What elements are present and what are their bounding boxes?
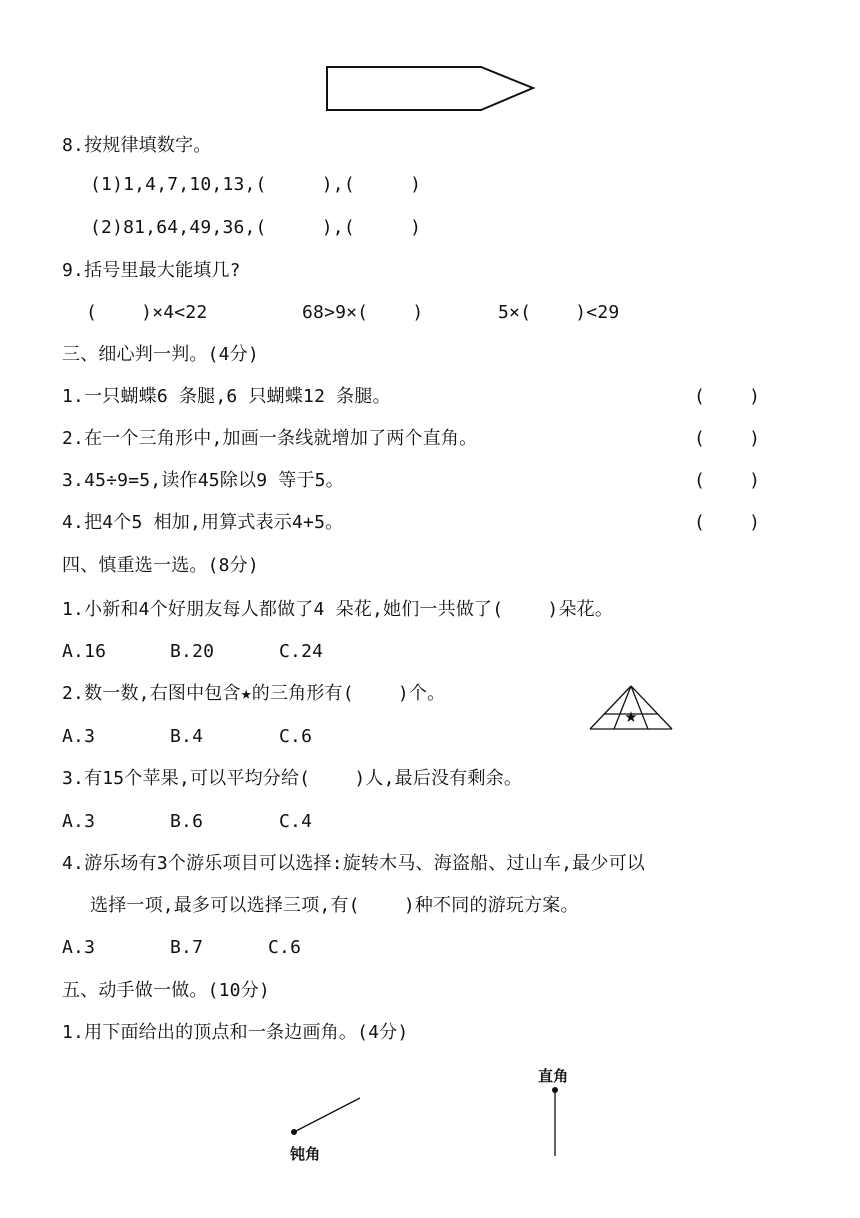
obtuse-angle-label: 钝角 (290, 1145, 321, 1163)
choice-q3-option-c: C.4 (279, 811, 313, 832)
q8-sub1: (1)1,4,7,10,13,( ),( ) (90, 174, 422, 195)
q8-title: 8.按规律填数字。 (62, 135, 212, 156)
choice-q4-line1: 4.游乐场有3个游乐项目可以选择:旋转木马、海盗船、过山车,最少可以 (62, 853, 645, 874)
judge-bracket-3: ( ) (694, 470, 761, 491)
choice-q3: 3.有15个苹果,可以平均分给( )人,最后没有剩余。 (62, 768, 523, 789)
choice-q1-option-c: C.24 (279, 641, 324, 662)
judge-bracket-1: ( ) (694, 386, 761, 407)
choice-q4-option-b: B.7 (170, 937, 204, 958)
draw-angle-question: 1.用下面给出的顶点和一条边画角。(4分) (62, 1022, 409, 1043)
judge-bracket-2: ( ) (694, 428, 761, 449)
choice-q2-option-a: A.3 (62, 726, 96, 747)
choice-q2-option-b: B.4 (170, 726, 204, 747)
choice-q1-option-b: B.20 (170, 641, 215, 662)
choice-q2: 2.数一数,右图中包含★的三角形有( )个。 (62, 683, 446, 704)
q9-c: 5×( )<29 (498, 302, 620, 323)
judge-bracket-4: ( ) (694, 512, 761, 533)
q9-b: 68>9×( ) (302, 302, 424, 323)
choice-q1: 1.小新和4个好朋友每人都做了4 朵花,她们一共做了( )朵花。 (62, 599, 614, 620)
section3-heading: 三、细心判一判。(4分) (62, 344, 259, 365)
judge-item-4: 4.把4个5 相加,用算式表示4+5。 (62, 512, 344, 533)
choice-q3-option-a: A.3 (62, 811, 96, 832)
section5-heading: 五、动手做一做。(10分) (62, 980, 270, 1001)
choice-q4-option-a: A.3 (62, 937, 96, 958)
right-angle-label: 直角 (538, 1067, 569, 1085)
judge-item-2: 2.在一个三角形中,加画一条线就增加了两个直角。 (62, 428, 478, 449)
judge-item-3: 3.45÷9=5,读作45除以9 等于5。 (62, 470, 344, 491)
q9-title: 9.括号里最大能填几? (62, 260, 241, 281)
section4-heading: 四、慎重选一选。(8分) (62, 555, 259, 576)
judge-item-1: 1.一只蝴蝶6 条腿,6 只蝴蝶12 条腿。 (62, 386, 391, 407)
choice-q4-line2: 选择一项,最多可以选择三项,有( )种不同的游玩方案。 (90, 895, 579, 916)
pentagon-shape-figure (325, 64, 537, 114)
choice-q1-option-a: A.16 (62, 641, 107, 662)
choice-q2-option-c: C.6 (279, 726, 313, 747)
choice-q4-option-c: C.6 (268, 937, 302, 958)
q8-sub2: (2)81,64,49,36,( ),( ) (90, 217, 422, 238)
star-icon: ★ (624, 708, 638, 726)
triangle-star-figure (586, 684, 676, 732)
choice-q3-option-b: B.6 (170, 811, 204, 832)
q9-a: ( )×4<22 (86, 302, 208, 323)
